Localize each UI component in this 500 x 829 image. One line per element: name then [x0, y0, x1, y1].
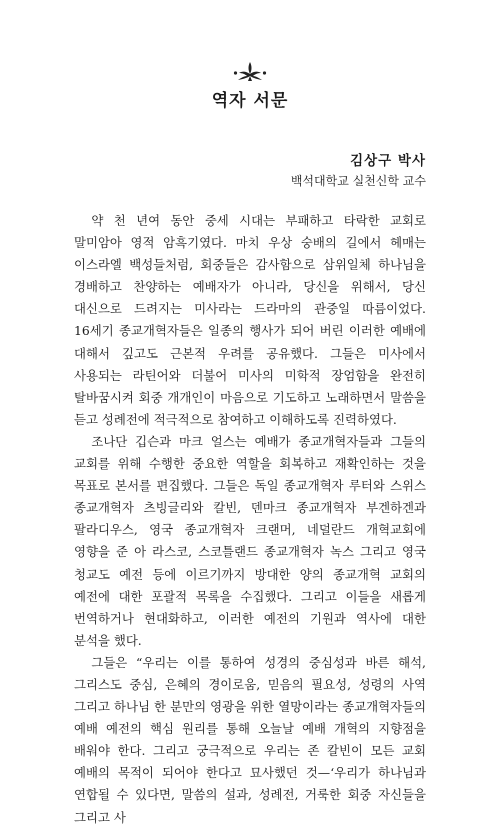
paragraph-1: 약 천 년여 동안 중세 시대는 부패하고 타락한 교회로 말미암아 영적 암흑기였다. 마치 우상 숭배의 길에서 헤매는 이스라엘 백성들처럼, 회중들은 감사함으로 삼위일체 하나님을 경배하고 찬양하는 예배자가 아니라, 당신을 위해서, 당신 대신으로 드려지는 미사라는 드라마의 관중일 따름이었다. 16세기 종교개혁자들은 일종의 행사가 되어 버린 이러한 예배에 대해서 깊고도 근본적 우려를 공유했다. 그들은 미사에서 사용되는 라틴어와 더불어 미사의 미학적 장엄함을 완전히 탈바꿈시켜 회중 개개인이 마음으로 기도하고 노래하면서 말씀을 듣고 성례전에 적극적으로 참여하고 이해하도록 진력하였다.	[74, 213, 426, 427]
paragraph-3: 그들은 “우리는 이를 통하여 성경의 중심성과 바른 해석, 그리스도 중심, 은혜의 경이로움, 믿음의 필요성, 성령의 사역 그리고 하나님 한 분만의 영광을 위한 열망이라는 종교개혁자들의 예배 예전의 핵심 원리를 통해 오늘날 예배 개혁의 지향점을 배워야 한다. 그리고 궁극적으로 우리는 존 칼빈이 모든 교회 예배의 목적이 되어야 한다고 묘사했던 것—‘우리가 하나님과 연합될 수 있다면, 말씀의 설과, 성례전, 거룩한 회중 자신들을 그리고 사	[74, 654, 426, 825]
page-title: 역자 서문	[211, 91, 289, 111]
fleuron-ornament-icon	[233, 60, 267, 82]
preface-body	[74, 210, 426, 829]
paragraph-2: 조나단 깁슨과 마크 얼스는 예배가 종교개혁자들과 그들의 교회를 위해 수행한 중요한 역할을 회복하고 재확인하는 것을 목표로 본서를 편집했다. 그들은 독일 종교개혁자 루터와 스위스 종교개혁자 츠빙글리와 칼빈, 덴마크 종교개혁자 부겐하겐과 팔라디우스, 영국 종교개혁자 크랜머, 네덜란드 개혁교회에 영향을 준 아 라스코, 스코틀랜드 종교개혁자 녹스 그리고 영국 청교도 예전 등에 이르기까지 방대한 양의 종교개혁 교회의 예전에 대한 포괄적 목록을 수집했다. 그리고 이들을 새롭게 번역하거나 현대화하고, 이러한 예전의 기원과 역사에 대한 분석을 했다.	[74, 433, 426, 648]
author-affiliation: 백석대학교 실천신학 교수	[290, 174, 426, 188]
author-name: 김상구 박사	[350, 153, 426, 169]
